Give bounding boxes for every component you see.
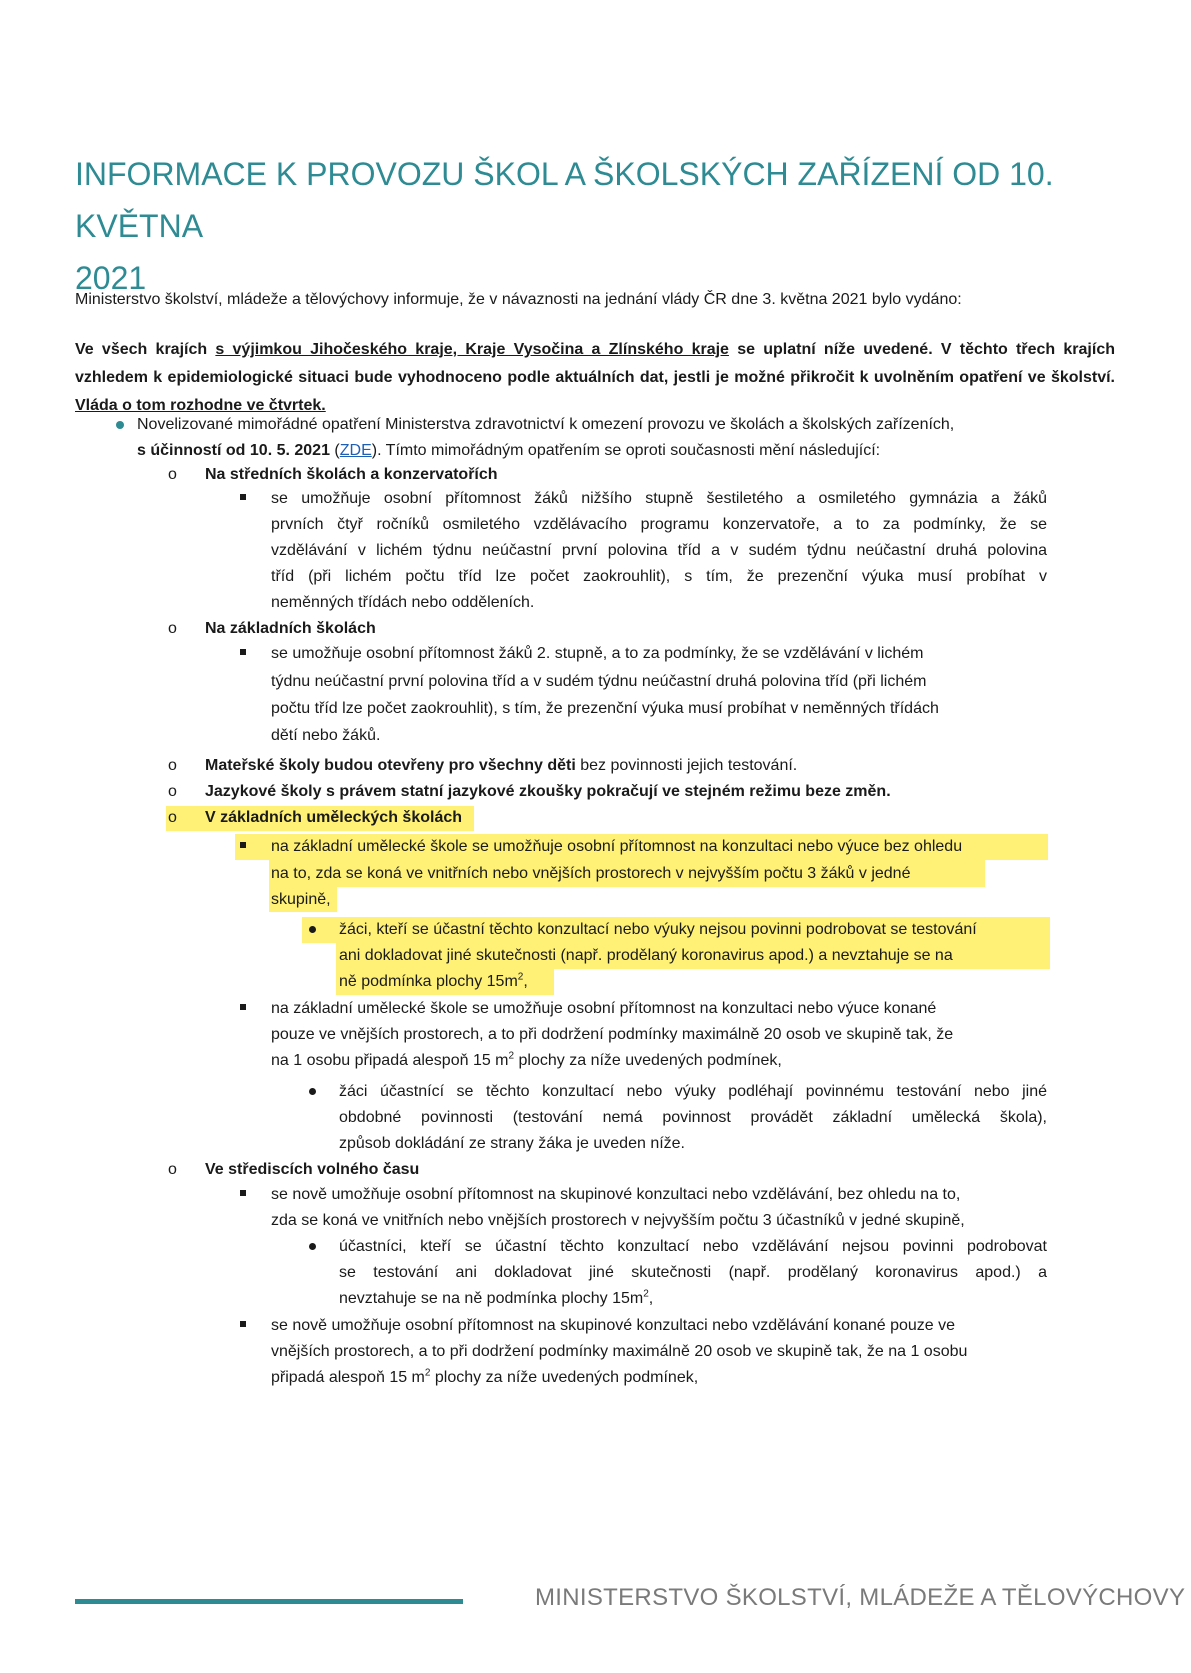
zakladni-line: počtu tříd lze počet zaokrouhlit), s tím, že prezenční výuka musí probíhat v neměnných třídách xyxy=(271,700,939,717)
circle-bullet-icon: o xyxy=(168,620,177,637)
regional-exception-paragraph: Ve všech krajích s výjimkou Jihočeského kraje, Kraje Vysočina a Zlínského kraje se uplatní níže uvedené. V těchto třech krajích vzhledem k epidemiologické situaci bude vyhodnoceno podle aktuálních dat, jestli je možné přikročit k uvolněním opatření ve školství. Vláda o tom rozhodne ve čtvrtek. xyxy=(75,341,1115,414)
circle-bullet-icon: o xyxy=(168,783,177,800)
zus-item2-sub-line: obdobné povinnosti (testování nemá povinnost provádět základní umělecká škola), xyxy=(339,1109,1047,1126)
zus-heading: V základních uměleckých školách xyxy=(205,809,463,826)
square-bullet-icon xyxy=(240,494,246,500)
bullet1-line2: s účinností od 10. 5. 2021 (ZDE). Tímto mimořádným opatřením se oproti současnosti mění následující: xyxy=(137,442,881,459)
svc-item2-line: připadá alespoň 15 $m^2$ plochy za níže uvedených podmínek, xyxy=(271,1367,699,1386)
zus-item1-sub-line: ně podmínka plochy $15m^2$, xyxy=(339,971,528,990)
svc-heading: Ve střediscích volného času xyxy=(205,1161,420,1178)
intro-paragraph: Ministerstvo školství, mládeže a tělovýchovy informuje, že v návaznosti na jednání vlády ČR dne 3. května 2021 bylo vydáno: xyxy=(75,291,962,308)
square-bullet-icon xyxy=(240,842,246,848)
svc-item1-line: se nově umožňuje osobní přítomnost na skupinové konzultaci nebo vzdělávání, bez ohledu na to, xyxy=(271,1186,961,1203)
svc-item1-line: zda se koná ve vnitřních nebo vnějších prostorech v nejvyšším počtu 3 účastníků v jedné skupině, xyxy=(271,1212,965,1229)
page-title xyxy=(75,148,1115,304)
stredni-line: prvních čtyř ročníků osmiletého vzdělávacího programu konzervatoře, a to za podmínky, že se xyxy=(271,516,1047,533)
zakladni-line: dětí nebo žáků. xyxy=(271,727,381,744)
zus-item2-line: na 1 osobu připadá alespoň 15 $m^2$ plochy za níže uvedených podmínek, xyxy=(271,1050,782,1069)
square-bullet-icon xyxy=(240,1004,246,1010)
title-line-1: INFORMACE K PROVOZU ŠKOL A ŠKOLSKÝCH ZAŘÍZENÍ OD 10. KVĚTNA xyxy=(75,156,1054,244)
stredni-line: neměnných třídách nebo odděleních. xyxy=(271,594,535,611)
title-line-2: 2021 xyxy=(75,260,147,296)
stredni-line: vzdělávání v lichém týdnu neúčastní první polovina tříd a v sudém týdnu neúčastní druhá polovina xyxy=(271,542,1047,559)
stredni-heading: Na středních školách a konzervatořích xyxy=(205,466,498,483)
footer-accent-bar xyxy=(75,1599,463,1604)
zakladni-line: se umožňuje osobní přítomnost žáků 2. stupně, a to za podmínky, že se vzdělávání v lichém xyxy=(271,645,924,662)
round-bullet-icon xyxy=(309,1088,316,1095)
square-bullet-icon xyxy=(240,1321,246,1327)
footer-ministry-name: MINISTERSTVO ŠKOLSTVÍ, MLÁDEŽE A TĚLOVÝCHOVY xyxy=(535,1584,1186,1611)
zus-item1-line: na základní umělecké škole se umožňuje osobní přítomnost na konzultaci nebo výuce bez ohledu xyxy=(271,838,963,855)
jazykove-item: Jazykové školy s právem statní jazykové zkoušky pokračují ve stejném režimu beze změn. xyxy=(205,783,891,800)
circle-bullet-icon: o xyxy=(168,809,177,826)
zakladni-line: týdnu neúčastní první polovina tříd a v sudém týdnu neúčastní druhá polovina tříd (při lichém xyxy=(271,673,927,690)
stredni-line: tříd (při lichém počtu tříd lze počet zaokrouhlit), s tím, že prezenční výuka musí probíhat v xyxy=(271,568,1047,585)
svc-item2-line: se nově umožňuje osobní přítomnost na skupinové konzultaci nebo vzdělávání konané pouze ve xyxy=(271,1317,955,1334)
square-bullet-icon xyxy=(240,649,246,655)
circle-bullet-icon: o xyxy=(168,757,177,774)
circle-bullet-icon: o xyxy=(168,466,177,483)
zus-item2-sub-line: žáci účastnící se těchto konzultací nebo výuky podléhají povinnému testování nebo jiné xyxy=(339,1083,1047,1100)
circle-bullet-icon: o xyxy=(168,1161,177,1178)
zus-item2-sub-line: způsob dokládání ze strany žáka je uveden níže. xyxy=(339,1135,685,1152)
bullet-dot-icon xyxy=(116,421,124,429)
svc-item2-line: vnějších prostorech, a to při dodržení podmínky maximálně 20 osob ve skupině tak, že na 1 osobu xyxy=(271,1343,968,1360)
zakladni-heading: Na základních školách xyxy=(205,620,376,637)
bullet1-line1: Novelizované mimořádné opatření Ministerstva zdravotnictví k omezení provozu ve školách a školských zařízeních, xyxy=(137,416,955,433)
svc-item1-sub-line: účastníci, kteří se účastní těchto konzultací nebo vzdělávání nejsou povinni podrobovat xyxy=(339,1238,1047,1255)
round-bullet-icon xyxy=(309,926,316,933)
zus-item1-sub-line: žáci, kteří se účastní těchto konzultací nebo výuky nejsou povinni podrobovat se testování xyxy=(339,921,977,938)
svc-item1-sub-line: nevztahuje se na ně podmínka plochy $15m^2$, xyxy=(339,1288,654,1307)
zus-item2-line: pouze ve vnějších prostorech, a to při dodržení podmínky maximálně 20 osob ve skupině tak, že xyxy=(271,1026,954,1043)
zus-item1-line: na to, zda se koná ve vnitřních nebo vnějších prostorech v nejvyšším počtu 3 žáků v jedné xyxy=(271,865,911,882)
zde-link[interactable]: ZDE xyxy=(339,442,372,459)
round-bullet-icon xyxy=(309,1243,316,1250)
square-bullet-icon xyxy=(240,1190,246,1196)
svc-item1-sub-line: se testování ani dokladovat jiné skutečnosti (např. prodělaný koronavirus apod.) a xyxy=(339,1264,1047,1281)
stredni-line: se umožňuje osobní přítomnost žáků nižšího stupně šestiletého a osmiletého gymnázia a žáků xyxy=(271,490,1047,507)
zus-item1-sub-line: ani dokladovat jiné skutečnosti (např. prodělaný koronavirus apod.) a nevztahuje se na xyxy=(339,947,953,964)
zus-item1-line: skupině, xyxy=(271,891,331,908)
materske-item: Mateřské školy budou otevřeny pro všechny děti bez povinnosti jejich testování. xyxy=(205,757,798,774)
zus-item2-line: na základní umělecké škole se umožňuje osobní přítomnost na konzultaci nebo výuce konané xyxy=(271,1000,937,1017)
